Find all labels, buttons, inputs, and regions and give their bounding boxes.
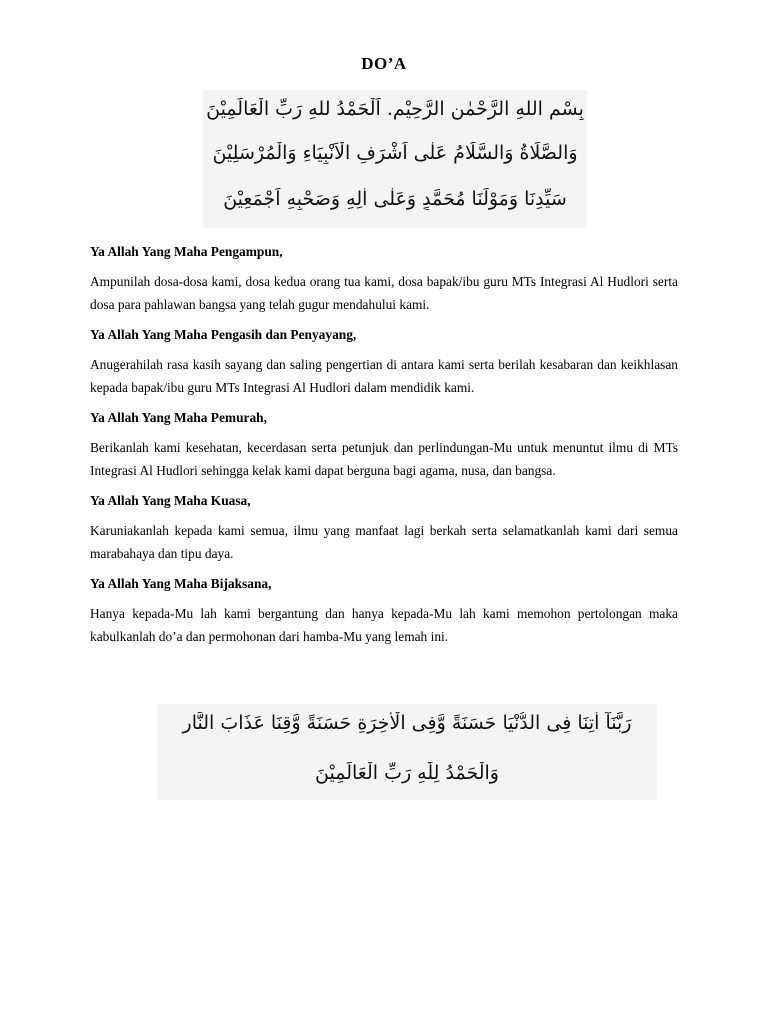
- arabic-closing-line: وَالْحَمْدُ لِلّٰهِ رَبِّ الْعَالَمِيْنَ: [315, 762, 499, 784]
- arabic-opening-line: وَالصَّلَاةُ وَالسَّلَامُ عَلٰى اَشْرَفِ الْاَنْبِيَاءِ وَالْمُرْسَلِيْنَ: [212, 142, 578, 164]
- prayer-body: [90, 240, 678, 655]
- page-title: DO’A: [361, 54, 407, 73]
- section-heading: Ya Allah Yang Maha Pengasih dan Penyayang,: [90, 327, 357, 342]
- arabic-closing-prayer: [157, 704, 657, 800]
- section-heading: Ya Allah Yang Maha Pemurah,: [90, 410, 267, 425]
- section-paragraph: Karuniakanlah kepada kami semua, ilmu yang manfaat lagi berkah serta selamatkanlah kami dari semua marabahaya dan tipu daya.: [90, 523, 678, 561]
- section-paragraph: Hanya kepada-Mu lah kami bergantung dan hanya kepada-Mu lah kami memohon pertolongan maka kabulkanlah do’a dan permohonan dari hamba-Mu yang lemah ini.: [90, 606, 678, 644]
- arabic-opening-line: بِسْمِ اللهِ الرَّحْمٰنِ الرَّحِيْمِ. اَلْحَمْدُ للهِ رَبِّ الْعَالَمِيْنَ: [206, 98, 584, 120]
- arabic-closing-line: رَبَّنَآ اٰتِنَا فِى الدُّنْيَا حَسَنَةً وَّفِى الْاٰخِرَةِ حَسَنَةً وَّقِنَا عَذَابَ النَّارِ: [182, 712, 632, 734]
- arabic-opening-prayer: [203, 90, 587, 228]
- section-paragraph: Ampunilah dosa-dosa kami, dosa kedua orang tua kami, dosa bapak/ibu guru MTs Integrasi Al Hudlori serta dosa para pahlawan bangsa yang telah gugur mendahului kami.: [90, 274, 678, 312]
- section-heading: Ya Allah Yang Maha Kuasa,: [90, 493, 251, 508]
- section-paragraph: Berikanlah kami kesehatan, kecerdasan serta petunjuk dan perlindungan-Mu untuk menuntut ilmu di MTs Integrasi Al Hudlori sehingga kelak kami dapat berguna bagi agama, nusa, dan bangsa.: [90, 440, 678, 478]
- section-heading: Ya Allah Yang Maha Pengampun,: [90, 244, 283, 259]
- section-paragraph: Anugerahilah rasa kasih sayang dan saling pengertian di antara kami serta berilah kesabaran dan keikhlasan kepada bapak/ibu guru MTs Integrasi Al Hudlori dalam mendidik kami.: [90, 357, 678, 395]
- arabic-opening-line: سَيِّدِنَا وَمَوْلَنَا مُحَمَّدٍ وَعَلٰى اٰلِهِ وَصَحْبِهِ اَجْمَعِيْنَ: [223, 188, 567, 210]
- section-heading: Ya Allah Yang Maha Bijaksana,: [90, 576, 272, 591]
